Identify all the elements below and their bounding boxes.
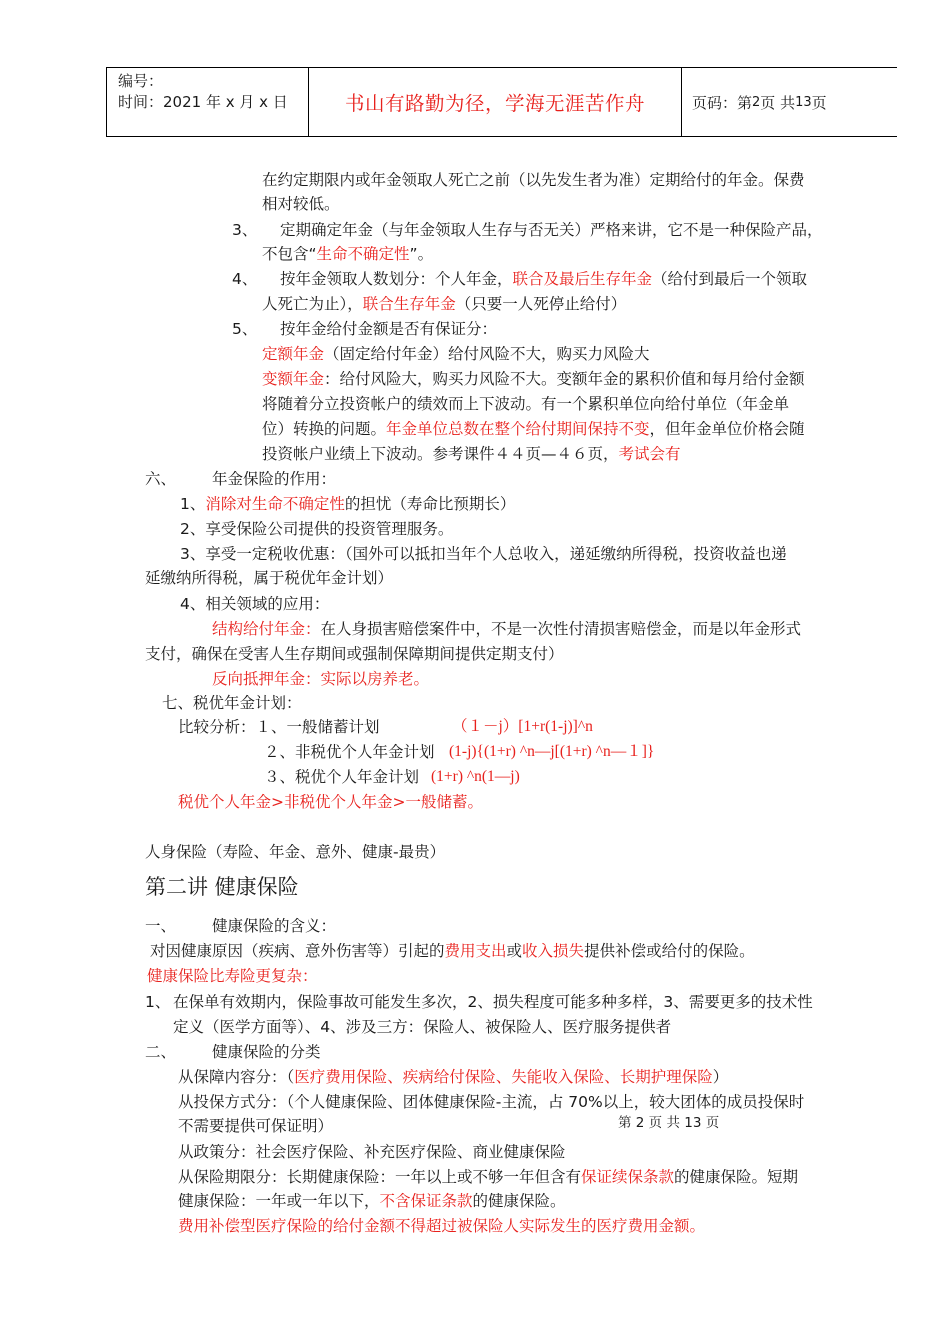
page-end: 页 xyxy=(811,93,827,112)
text-line: 健康保险：一年或一年以下，不含保证条款的健康保险。 xyxy=(178,1192,566,1210)
list-number: 5、 xyxy=(232,320,258,338)
text-line: 将随着分立投资帐户的绩效而上下波动。有一个累积单位向给付单位（年金单 xyxy=(262,395,790,413)
section-title: 健康保险的分类 xyxy=(212,1043,321,1061)
list-number: 4、 xyxy=(232,270,258,288)
section-number: 六、 xyxy=(145,470,177,488)
text-line: 结构给付年金：在人身损害赔偿案件中，不是一次性付清损害赔偿金，而是以年金形式 xyxy=(212,620,802,638)
text-line: 对因健康原因（疾病、意外伤害等）引起的费用支出或收入损失提供补偿或给付的保险。 xyxy=(150,942,755,960)
text-line: 相对较低。 xyxy=(262,195,340,213)
text-line: 费用补偿型医疗保险的给付金额不得超过被保险人实际发生的医疗费用金额。 xyxy=(178,1217,706,1235)
document-header xyxy=(106,67,897,137)
header-page-indicator xyxy=(682,68,897,136)
formula: （１－j）[1+r(1-j)]^n xyxy=(452,718,593,735)
text-line: ３、税优个人年金计划 xyxy=(264,768,420,786)
page-footer: 第 2 页 共 13 页 xyxy=(618,1115,720,1131)
text-line: 支付，确保在受害人生存期间或强制保障期间提供定期支付） xyxy=(145,645,564,663)
text-line: 税优个人年金>非税优个人年金>一般储蓄。 xyxy=(178,793,483,811)
section-number: 一、 xyxy=(145,917,177,935)
text-line: 变额年金：给付风险大，购买力风险不大。变额年金的累积价值和每月给付金额 xyxy=(262,370,805,388)
text-line: 延缴纳所得税，属于税优年金计划） xyxy=(145,569,394,587)
text-line: 比较分析：１、一般储蓄计划 xyxy=(178,718,380,736)
section-number: 二、 xyxy=(145,1043,177,1061)
text-line: 在保单有效期内，保险事故可能发生多次，2、损失程度可能多种多样，3、需要更多的技术性 xyxy=(173,993,813,1011)
text-line: 4、相关领域的应用： xyxy=(180,595,330,613)
page-total: 13 xyxy=(795,94,812,110)
text-line: 反向抵押年金：实际以房养老。 xyxy=(212,670,430,688)
text-line: 1、消除对生命不确定性的担忧（寿命比预期长） xyxy=(180,495,516,513)
page-current: 2 xyxy=(752,94,761,110)
text-line: 从政策分：社会医疗保险、补充医疗保险、商业健康保险 xyxy=(178,1143,566,1161)
list-number: 3、 xyxy=(232,221,258,239)
section-title: 七、税优年金计划： xyxy=(162,694,302,712)
number-label: 编号： xyxy=(118,72,164,90)
text-line: 人死亡为止），联合生存年金（只要一人死停止给付） xyxy=(262,295,627,313)
page-mid: 页 共 xyxy=(760,93,796,112)
text-line: 投资帐户业绩上下波动。参考课件４４页—４６页，考试会有 xyxy=(262,445,681,463)
page-label: 页码：第 xyxy=(692,93,753,112)
text-line: 从保障内容分：（医疗费用保险、疾病给付保险、失能收入保险、长期护理保险） xyxy=(178,1068,729,1086)
text-line: 定期确定年金（与年金领取人生存与否无关）严格来讲，它不是一种保险产品， xyxy=(280,221,823,239)
text-line: 2、享受保险公司提供的投资管理服务。 xyxy=(180,520,454,538)
formula: (1-j){(1+r) ^n—j[(1+r) ^n—１]} xyxy=(449,743,655,760)
text-line: 位）转换的问题。年金单位总数在整个给付期间保持不变，但年金单位价格会随 xyxy=(262,420,805,438)
section-title: 年金保险的作用： xyxy=(212,470,337,488)
time-label: 时间：2021 年 x 月 x 日 xyxy=(118,93,288,111)
list-number: 1、 xyxy=(145,993,171,1011)
text-line: 健康保险比寿险更复杂： xyxy=(147,967,318,985)
text-line: 3、享受一定税收优惠：（国外可以抵扣当年个人总收入，递延缴纳所得税，投资收益也递 xyxy=(180,545,787,563)
text-line: 在约定期限内或年金领取人死亡之前（以先发生者为准）定期给付的年金。保费 xyxy=(262,171,805,189)
text-line: 人身保险（寿险、年金、意外、健康-最贵） xyxy=(145,843,446,861)
section-title: 健康保险的含义： xyxy=(212,917,337,935)
text-line: 从投保方式分：（个人健康保险、团体健康保险-主流，占 70%以上，较大团体的成员投保时 xyxy=(178,1093,805,1111)
text-line: 不包含“生命不确定性”。 xyxy=(262,245,434,263)
formula: (1+r) ^n(1—j) xyxy=(431,768,520,785)
chapter-heading: 第二讲 健康保险 xyxy=(145,875,299,899)
text-line: 定额年金（固定给付年金）给付风险不大，购买力风险大 xyxy=(262,345,650,363)
header-meta xyxy=(107,68,309,136)
text-line: 不需要提供可保证明） xyxy=(178,1117,334,1135)
text-line: 按年金领取人数划分：个人年金，联合及最后生存年金（给付到最后一个领取 xyxy=(280,270,808,288)
text-line: 定义（医学方面等）、4、涉及三方：保险人、被保险人、医疗服务提供者 xyxy=(173,1018,672,1036)
text-line: 按年金给付金额是否有保证分： xyxy=(280,320,498,338)
header-motto: 书山有路勤为径，学海无涯苦作舟 xyxy=(309,68,682,136)
text-line: 从保险期限分：长期健康保险：一年以上或不够一年但含有保证续保条款的健康保险。短期 xyxy=(178,1168,799,1186)
text-line: ２、非税优个人年金计划 xyxy=(264,743,435,761)
